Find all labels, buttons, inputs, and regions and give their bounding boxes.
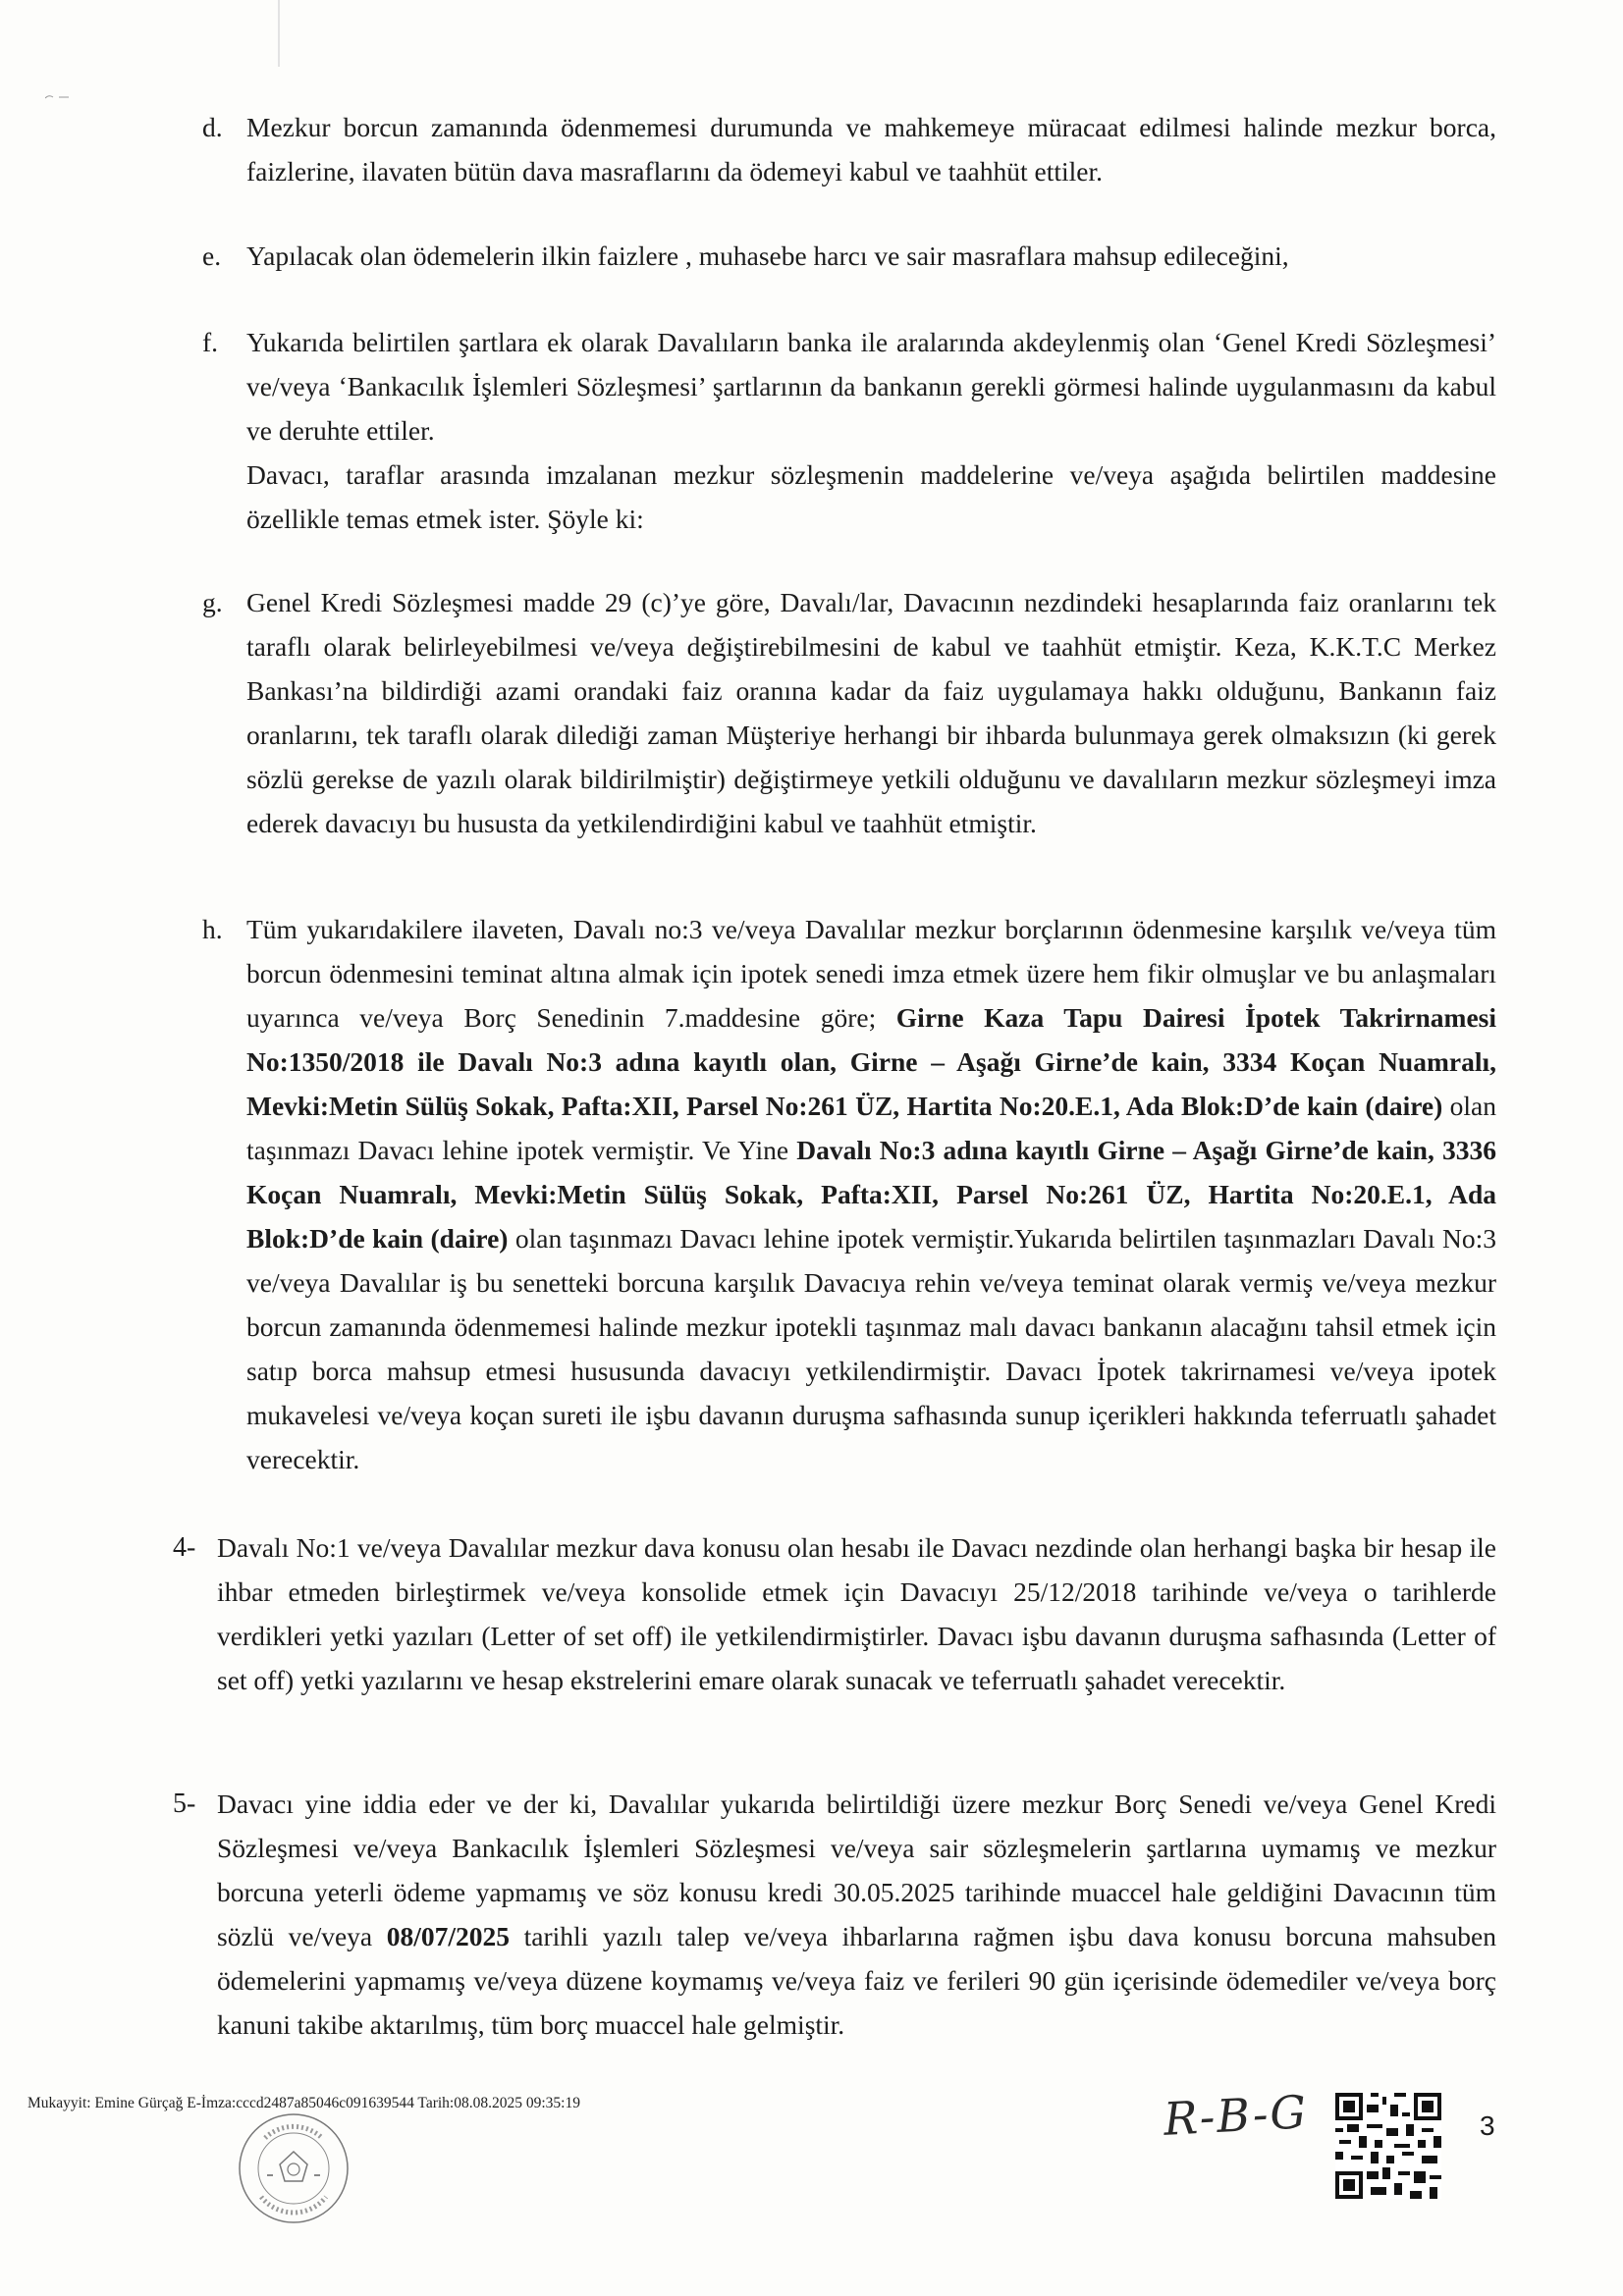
item-f-marker: f. (202, 327, 219, 357)
paragraph-4-marker: 4- (173, 1532, 196, 1563)
item-h-text-part1: Tüm yukarıdakilere ilaveten, Davalı no:3 ve/veya Davalılar mezkur borçlarının ödenmesine karşılık ve/veya tüm borcun ödenmesini teminat altına almak için ipotek senedi imza etmek üzere hem fikir olmuşlar ve bu anlaşmaları uyarınca ve/veya Borç Senedinin 7.maddesine göre; (246, 914, 1496, 1033)
handwritten-initials: R-B-G (1162, 2085, 1310, 2146)
item-e-marker: e. (202, 240, 222, 271)
item-h-text-part2: olan taşınmazı Davacı lehine ipotek vermiştir. Ve Yine (246, 1091, 1496, 1165)
item-h-marker: h. (202, 914, 223, 944)
item-e-text: Yapılacak olan ödemelerin ilkin faizlere , muhasebe harcı ve sair masraflara mahsup edileceğini, (246, 240, 1289, 271)
item-f-followup: Davacı, taraflar arasında imzalanan mezkur sözleşmenin maddelerine ve/veya aşağıda belirtilen maddesine özellikle temas etmek ister. Şöyle ki: (246, 459, 1496, 534)
item-f-text: Yukarıda belirtilen şartlara ek olarak Davalıların banka ile aralarında akdeylenmiş olan ‘Genel Kredi Sözleşmesi’ ve/veya ‘Bankacılık İşlemleri Sözleşmesi’ şartlarının da bankanın gerekli görmesi halinde uygulanmasını da kabul ve deruhte ettiler. (246, 327, 1496, 446)
item-d-marker: d. (202, 112, 223, 142)
item-h-text (246, 907, 1496, 1481)
item-g-marker: g. (202, 587, 223, 617)
item-h-bold-property1: Girne Kaza Tapu Dairesi İpotek Takrirnamesi No:1350/2018 ile Davalı No:3 adına kayıtlı olan, Girne – Aşağı Girne’de kain, 3334 Koçan Nuamralı, Mevki:Metin Sülüş Sokak, Pafta:XII, Parsel No:261 ÜZ, Hartita No:20.E.1, Ada Blok:D’de kain (daire) (246, 1002, 1496, 1121)
scan-speck (45, 94, 69, 100)
qr-code (1335, 2093, 1441, 2199)
item-h-bold-property2: Davalı No:3 adına kayıtlı Girne – Aşağı Girne’de kain, 3336 Koçan Nuamralı, Mevki:Metin Sülüş Sokak, Pafta:XII, Parsel No:261 ÜZ, Hartita No:20.E.1, Ada Blok:D’de kain (daire) (246, 1135, 1496, 1254)
item-h-text-part3: olan taşınmazı Davacı lehine ipotek vermiştir.Yukarıda belirtilen taşınmazları Davalı No:3 ve/veya Davalılar iş bu senetteki borcuna karşılık Davacıya rehin ve/veya teminat olarak vermiş ve/veya mezkur borcun zamanında ödenmemesi halinde mezkur ipotekli taşınmaz malı davacı bankanın alacağını tahsil etmek için satıp borca mahsup etmesi hususunda davacıyı yetkilendirmiştir. Davacı İpotek takrirnamesi ve/veya ipotek mukavelesi ve/veya koçan sureti ile işbu davanın duruşma safhasında sunup içerikleri hakkında teferruatlı şahadet verecektir. (246, 1223, 1496, 1474)
paragraph-5-part1: Davacı yine iddia eder ve der ki, Davalılar yukarıda belirtildiği üzere mezkur Borç Senedi ve/veya Genel Kredi Sözleşmesi ve/veya Bankacılık İşlemleri Sözleşmesi ve/veya sair sözleşmelerin şartlarına uymamış ve mezkur borcuna yeterli ödeme yapmamış ve söz konusu kredi 30.05.2025 tarihinde muaccel hale geldiğini Davacının tüm sözlü ve/veya (217, 1789, 1496, 1951)
court-seal-stamp (236, 2110, 352, 2226)
registry-esignature-line: Mukayyit: Emine Gürçağ E-İmza:cccd2487a85046c091639544 Tarih:08.08.2025 09:35:19 (27, 2095, 580, 2111)
item-d-text: Mezkur borcun zamanında ödenmemesi durumunda ve mahkemeye müracaat edilmesi halinde mezkur borca, faizlerine, ilavaten bütün dava masraflarını da ödemeyi kabul ve taahhüt ettiler. (246, 112, 1496, 187)
item-g-text: Genel Kredi Sözleşmesi madde 29 (c)’ye göre, Davalı/lar, Davacının nezdindeki hesaplarında faiz oranlarını tek taraflı olarak belirleyebilmesi ve/veya değiştirebilmesini de kabul ve taahhüt etmiştir. Keza, K.K.T.C Merkez Bankası’na bildirdiği azami orandaki faiz oranına kadar da faiz uygulamaya hakkı olduğunu, Bankanın faiz oranlarını, tek taraflı olarak dilediği zaman Müşteriye herhangi bir ihbarda bulunmaya gerek olmaksızın (ki gerek sözlü gerekse de yazılı olarak bildirilmiştir) değiştirmeye yetkili olduğunu ve davalıların mezkur sözleşmeyi imza ederek davacıyı bu hususta da yetkilendirdiğini kabul ve taahhüt etmiştir. (246, 587, 1496, 838)
paragraph-4-text: Davalı No:1 ve/veya Davalılar mezkur dava konusu olan hesabı ile Davacı nezdinde olan herhangi başka bir hesap ile ihbar etmeden birleştirmek ve/veya konsolide etmek için Davacıyı 25/12/2018 tarihinde ve/veya o tarihlerde verdikleri yetki yazıları (Letter of set off) ile yetkilendirmiştirler. Davacı işbu davanın duruşma safhasında (Letter of set off) yetki yazılarını ve hesap ekstrelerini emare olarak sunacak ve teferruatlı şahadet verecektir. (217, 1532, 1496, 1695)
paragraph-5-marker: 5- (173, 1789, 196, 1819)
paragraph-5-text (217, 1782, 1496, 2047)
scan-edge-line (278, 0, 280, 67)
paragraph-5-bold-date: 08/07/2025 (386, 1921, 511, 1951)
paragraph-5-part2: tarihli yazılı talep ve/veya ihbarlarına rağmen işbu dava konusu borcuna mahsuben ödemelerini yapmamış ve/veya düzene koymamış ve/veya faiz ve ferileri 90 gün içerisinde ödemediler ve/veya borç kanuni takibe aktarılmış, tüm borç muaccel hale gelmiştir. (217, 1921, 1496, 2040)
page-number: 3 (1480, 2110, 1495, 2141)
